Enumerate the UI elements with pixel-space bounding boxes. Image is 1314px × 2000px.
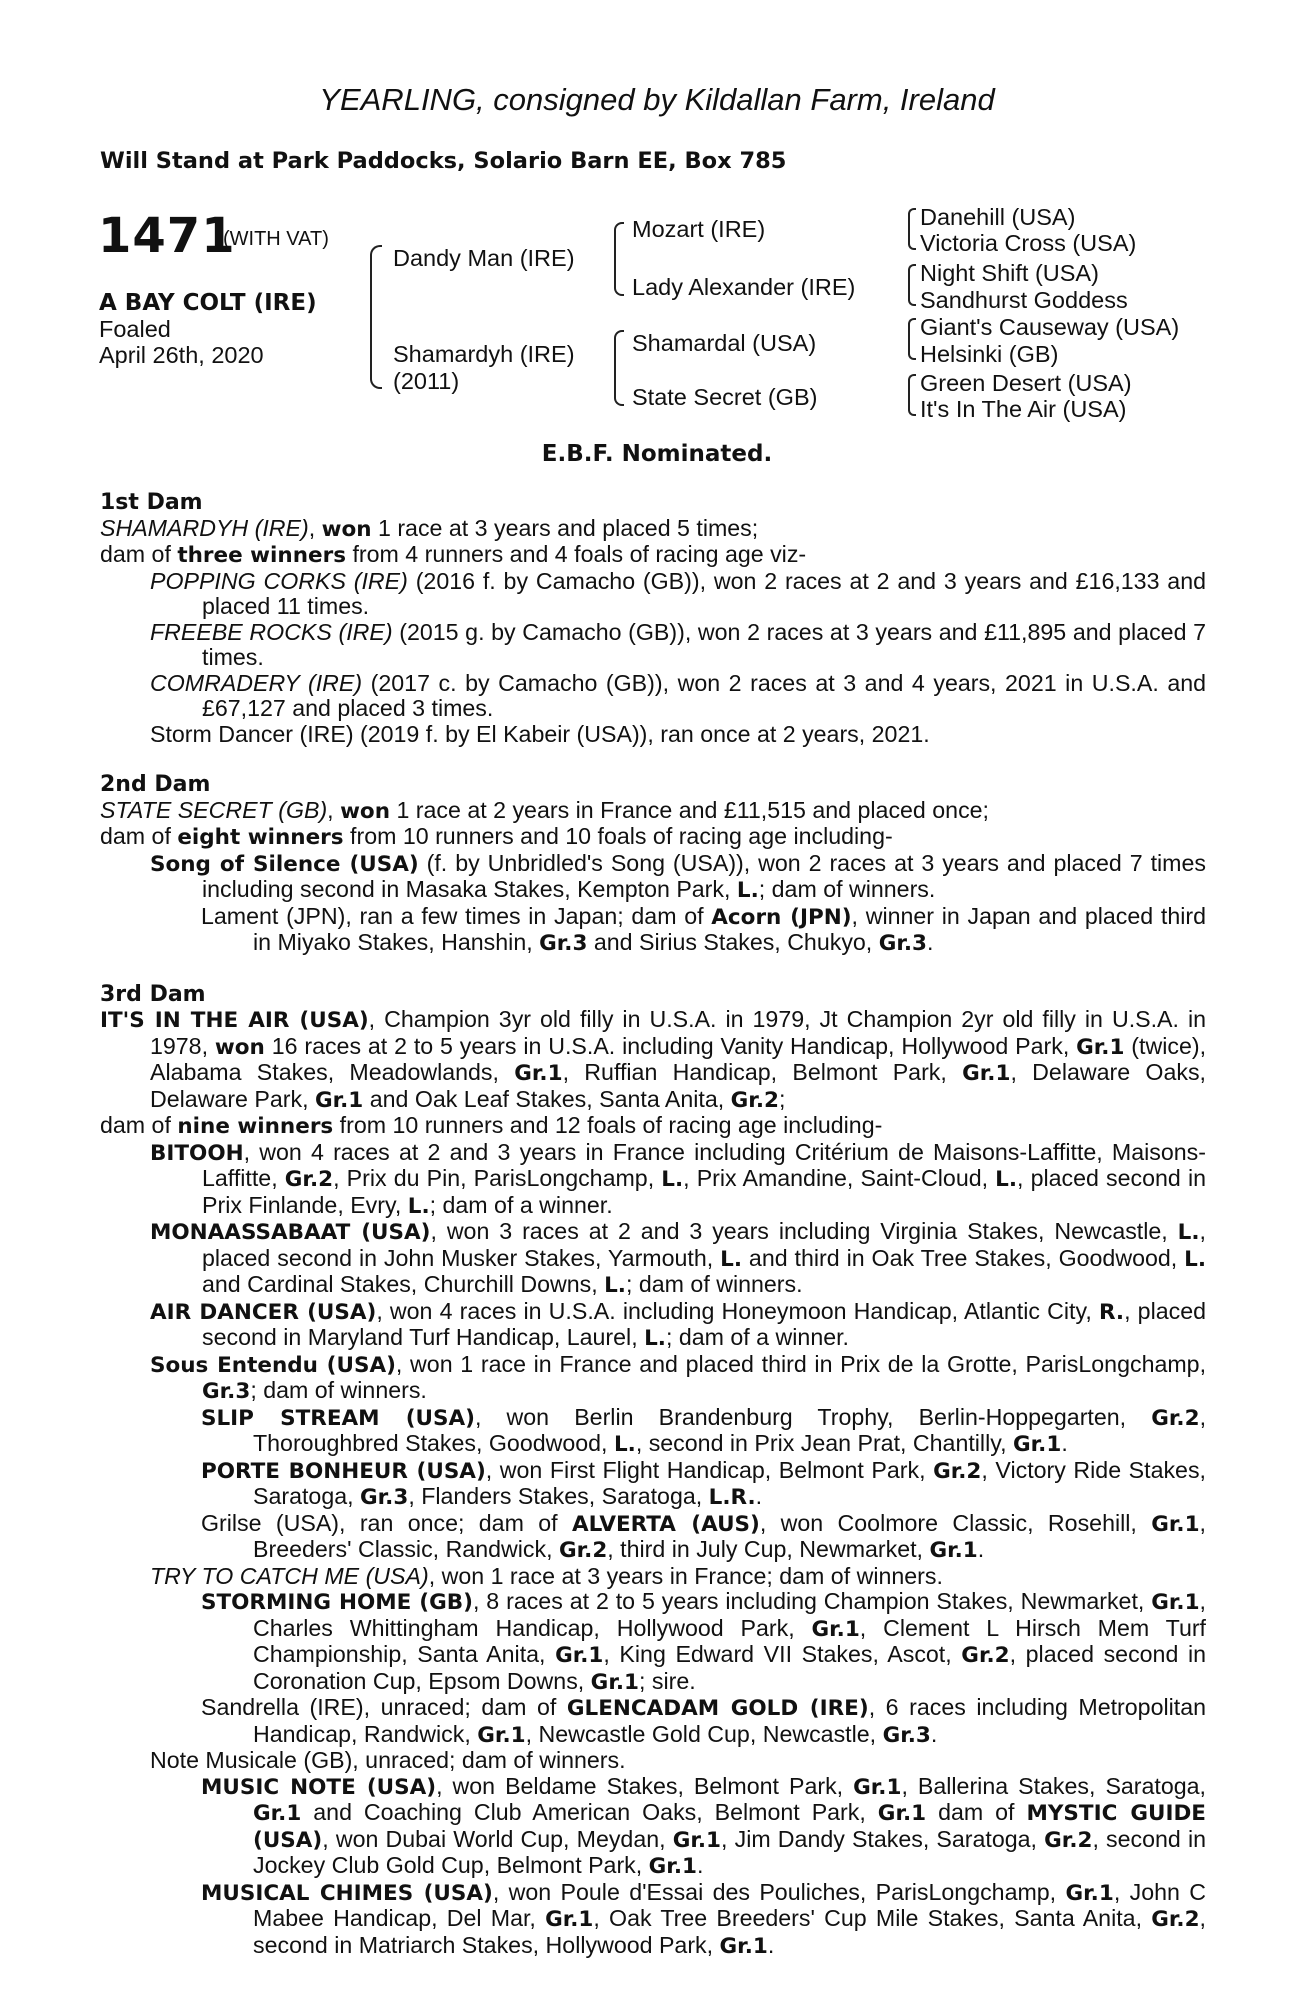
lot-number: 1471 bbox=[98, 208, 236, 264]
pedigree-bracket-dam bbox=[614, 330, 624, 406]
pedigree-ddd: It's In The Air (USA) bbox=[920, 396, 1127, 422]
third-dam-record: IT'S IN THE AIR (USA), Champion 3yr old filly in U.S.A. in 1979, Jt Champion 2yr old filly in U.S.A. in 1978, won 16 races at 2 to 5 years in U.S.A. including Vanity Handicap, Hollywood Park, Gr.1 (twice), Alabama Stakes, Meadowlands, Gr.1, Ruffian Handicap, Belmont Park, Gr.1, Delaware Oaks, Delaware Park, Gr.1 and Oak Leaf Stakes, Santa Anita, Gr.2; bbox=[100, 1006, 1207, 1113]
first-dam-offspring-2: FREEBE ROCKS (IRE) (2015 g. by Camacho (GB)), won 2 races at 3 years and £11,895 and placed 7 times. bbox=[150, 618, 1206, 670]
grand-offspring-musical-chimes: MUSICAL CHIMES (USA), won Poule d'Essai des Pouliches, ParisLongchamp, Gr.1, John C Mabee Handicap, Del Mar, Gr.1, Oak Tree Breeders' Cup Mile Stakes, Santa Anita, Gr.2, second in Matriarch Stakes, Hollywood Park, Gr.1. bbox=[201, 1878, 1207, 1959]
third-dam-produce: dam of nine winners from 10 runners and 12 foals of racing age including- bbox=[100, 1112, 883, 1139]
foaled-date: April 26th, 2020 bbox=[99, 342, 264, 368]
pedigree-sds: Night Shift (USA) bbox=[920, 260, 1099, 286]
pedigree-bracket-dd bbox=[908, 374, 916, 416]
pedigree-bracket-ds bbox=[908, 318, 916, 360]
pedigree-bracket-main bbox=[370, 245, 382, 389]
pedigree-sdd: Sandhurst Goddess bbox=[920, 287, 1128, 313]
pedigree-dam-year: (2011) bbox=[393, 368, 460, 394]
third-dam-offspring-monaassabaat: MONAASSABAAT (USA), won 3 races at 2 and 3 years including Virginia Stakes, Newcastle, L., placed second in John Musker Stakes, Yarmouth, L. and third in Oak Tree Stakes, Goodwood, L. and Cardinal Stakes, Churchill Downs, L.; dam of winners. bbox=[150, 1218, 1207, 1298]
second-dam-record: STATE SECRET (GB), won 1 race at 2 years in France and £11,515 and placed once; bbox=[100, 796, 989, 824]
grand-offspring-storming-home: STORMING HOME (GB), 8 races at 2 to 5 years including Champion Stakes, Newmarket, Gr.1, Charles Whittingham Handicap, Hollywood Park, Gr.1, Clement L Hirsch Mem Turf Championship, Santa Anita, Gr.1, King Edward VII Stakes, Ascot, Gr.2, placed second in Coronation Cup, Epsom Downs, Gr.1; sire. bbox=[201, 1588, 1206, 1695]
pedigree-ssd: Victoria Cross (USA) bbox=[920, 230, 1137, 256]
pedigree-bracket-sire bbox=[614, 222, 624, 296]
first-dam-record: SHAMARDYH (IRE), won 1 race at 3 years and placed 5 times; bbox=[100, 514, 759, 542]
pedigree-bracket-ss bbox=[908, 208, 916, 250]
second-dam-heading: 2nd Dam bbox=[100, 772, 211, 797]
first-dam-produce: dam of three winners from 4 runners and 4 foals of racing age viz- bbox=[100, 541, 807, 568]
pedigree-sss: Danehill (USA) bbox=[920, 204, 1076, 230]
grand-offspring-grilse: Grilse (USA), ran once; dam of ALVERTA (AUS), won Coolmore Classic, Rosehill, Gr.1, Breeders' Classic, Randwick, Gr.2, third in July Cup, Newmarket, Gr.1. bbox=[201, 1509, 1206, 1563]
second-dam-produce: dam of eight winners from 10 runners and 10 foals of racing age including- bbox=[100, 823, 893, 850]
first-dam-offspring-4: Storm Dancer (IRE) (2019 f. by El Kabeir (USA)), ran once at 2 years, 2021. bbox=[150, 720, 930, 747]
grand-offspring-porte-bonheur: PORTE BONHEUR (USA), won First Flight Handicap, Belmont Park, Gr.2, Victory Ride Stakes, Saratoga, Gr.3, Flanders Stakes, Saratoga, L.R.. bbox=[201, 1456, 1206, 1510]
vat-label: (WITH VAT) bbox=[223, 228, 329, 250]
pedigree-ss: Mozart (IRE) bbox=[632, 216, 766, 242]
pedigree-dd: State Secret (GB) bbox=[632, 384, 818, 410]
grand-offspring-music-note: MUSIC NOTE (USA), won Beldame Stakes, Belmont Park, Gr.1, Ballerina Stakes, Saratoga, Gr.1 and Coaching Club American Oaks, Belmont Park, Gr.1 dam of MYSTIC GUIDE (USA), won Dubai World Cup, Meydan, Gr.1, Jim Dandy Stakes, Saratoga, Gr.2, second in Jockey Club Gold Cup, Belmont Park, Gr.1. bbox=[201, 1772, 1206, 1879]
third-dam-offspring-note-musicale: Note Musicale (GB), unraced; dam of winners. bbox=[150, 1747, 626, 1773]
catalogue-body bbox=[100, 490, 1206, 1959]
third-dam-heading: 3rd Dam bbox=[100, 981, 206, 1007]
page-title: YEARLING, consigned by Kildallan Farm, Ireland bbox=[319, 82, 995, 117]
horse-description: A BAY COLT (IRE) bbox=[99, 290, 317, 316]
first-dam-offspring-1: POPPING CORKS (IRE) (2016 f. by Camacho (GB)), won 2 races at 2 and 3 years and £16,133 and placed 11 times. bbox=[150, 567, 1206, 619]
foaled-label: Foaled bbox=[99, 316, 171, 342]
pedigree-dam: Shamardyh (IRE) bbox=[393, 341, 575, 367]
pedigree-sd: Lady Alexander (IRE) bbox=[632, 274, 856, 300]
pedigree-ds: Shamardal (USA) bbox=[632, 330, 817, 356]
pedigree-dsd: Helsinki (GB) bbox=[920, 341, 1059, 367]
grand-offspring-sandrella: Sandrella (IRE), unraced; dam of GLENCADAM GOLD (IRE), 6 races including Metropolitan Handicap, Randwick, Gr.1, Newcastle Gold Cup, Newcastle, Gr.3. bbox=[201, 1694, 1206, 1748]
grand-offspring-slip-stream: SLIP STREAM (USA), won Berlin Brandenburg Trophy, Berlin-Hoppegarten, Gr.2, Thoroughbred Stakes, Goodwood, L., second in Prix Jean Prat, Chantilly, Gr.1. bbox=[201, 1403, 1207, 1457]
pedigree-sire: Dandy Man (IRE) bbox=[393, 245, 575, 271]
second-dam-offspring-1: Song of Silence (USA) (f. by Unbridled's Song (USA)), won 2 races at 3 years and placed 7 times including second in Masaka Stakes, Kempton Park, L.; dam of winners. bbox=[150, 849, 1206, 903]
location-line: Will Stand at Park Paddocks, Solario Barn EE, Box 785 bbox=[100, 148, 787, 174]
pedigree-dss: Giant's Causeway (USA) bbox=[920, 314, 1180, 340]
third-dam-offspring-bitooh: BITOOH, won 4 races at 2 and 3 years in France including Critérium de Maisons-Laffitte, Maisons-Laffitte, Gr.2, Prix du Pin, ParisLongchamp, L., Prix Amandine, Saint-Cloud, L., placed second in Prix Finlande, Evry, L.; dam of a winner. bbox=[150, 1138, 1206, 1219]
third-dam-offspring-air-dancer: AIR DANCER (USA), won 4 races in U.S.A. including Honeymoon Handicap, Atlantic City, R., placed second in Maryland Turf Handicap, Laurel, L.; dam of a winner. bbox=[150, 1297, 1206, 1351]
pedigree-dds: Green Desert (USA) bbox=[920, 370, 1132, 396]
third-dam-offspring-sous-entendu: Sous Entendu (USA), won 1 race in France and placed third in Prix de la Grotte, ParisLongchamp, Gr.3; dam of winners. bbox=[150, 1350, 1207, 1404]
nomination: E.B.F. Nominated. bbox=[541, 441, 773, 467]
first-dam-offspring-3: COMRADERY (IRE) (2017 c. by Camacho (GB)), won 2 races at 3 and 4 years, 2021 in U.S.A. and £67,127 and placed 3 times. bbox=[150, 669, 1207, 721]
first-dam-heading: 1st Dam bbox=[100, 490, 203, 515]
pedigree-bracket-sd bbox=[908, 264, 916, 306]
second-dam-grand-offspring-1: Lament (JPN), ran a few times in Japan; dam of Acorn (JPN), winner in Japan and placed third in Miyako Stakes, Hanshin, Gr.3 and Sirius Stakes, Chukyo, Gr.3. bbox=[201, 902, 1206, 956]
third-dam-offspring-try-to-catch-me: TRY TO CATCH ME (USA), won 1 race at 3 years in France; dam of winners. bbox=[150, 1562, 943, 1589]
